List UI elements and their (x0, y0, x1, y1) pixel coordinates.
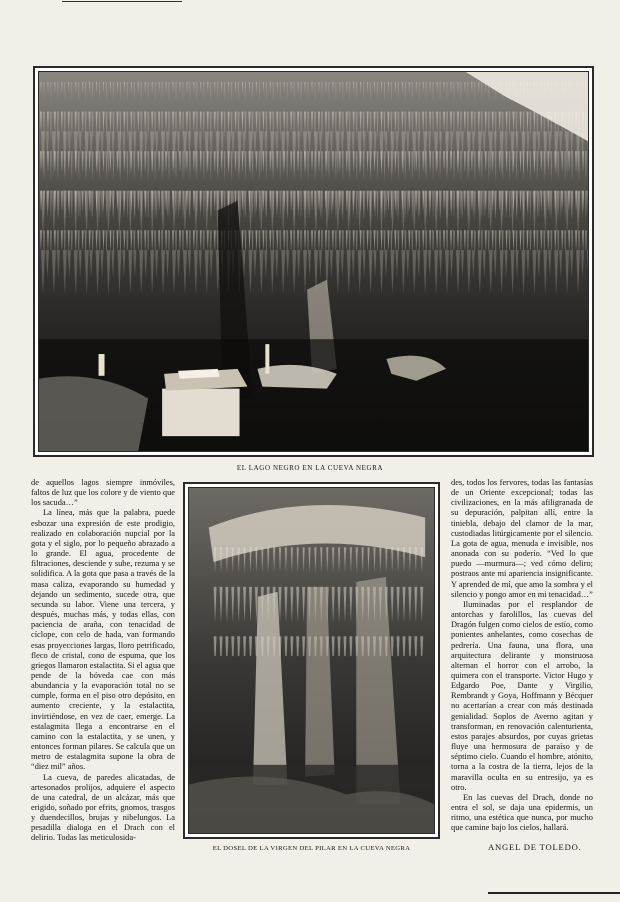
article-paragraph: La cueva, de paredes alicatadas, de artesonados prolijos, adquiere el aspecto de una catedral, de un alcázar, más que erigido, soñado por efrits, gnomos, trasgos y duendecillos, brujas y nibelungos. La pesadilla dialoga en el Drach con el delirio. Todas las meticulosida- (31, 772, 175, 843)
article-column-left (31, 478, 175, 844)
figure-lago-negro (33, 66, 594, 457)
article-paragraph: Iluminadas por el resplandor de antorchas y farolillos, las cuevas del Dragón fulgen como cielos de estío, como ponientes anhelantes, como cosechas de pedrería. Una fauna, una flora, una arquitectura delirante y monstruosa alternan el horror con el arrobo, la quimera con el transporte. Victor Hugo y Edgardo Poe, Dante y Virgilio, Rembrandt y Goya, Hoffmann y Bécquer no acertarían a crear con más destinada genialidad. Soplos de Averno agitan y transforman, en renovación calenturienta, estos parajes absurdos, por cuyas grietas fluye una hermosura de paraíso y de séptimo cielo. Cuando el hombre, atónito, torna a la costra de la tierra, lejos de la maravilla oculta en su entresijo, ya es otro. (451, 599, 593, 792)
article-paragraph: En las cuevas del Drach, donde no entra el sol, se daja una epidermis, un ritmo, una estética que nunca, por mucho que camine bajo los cielos, hallará. (451, 792, 593, 833)
author-name: ANGEL DE TOLEDO. (488, 842, 582, 852)
figure-dosel-virgen-image (188, 487, 435, 834)
article-column-right (451, 478, 593, 833)
article-signature (488, 842, 582, 852)
figure-lago-negro-caption: EL LAGO NEGRO EN LA CUEVA NEGRA (236, 464, 384, 472)
article-paragraph: des, todos los fervores, todas las fantasías de un Oriente excepcional; todas las civilizaciones, en la más afiligranada de su depuración, palpitan allí, entre la tiniebla, debajo del clamor de la mar, custodiadas litúrgicamente por el silencio. La gota de agua, menuda e invisible, nos anonada con su poderío. “Ved lo que puedo —murmura—; ved cómo deliro; postraos ante mi apariencia insignificante. Y aprended de mí, que amo la sombra y el silencio y pongo amor en mi tenacidad…” (451, 478, 593, 599)
figure-lago-negro-image (38, 71, 589, 452)
cave-canopy-photo (189, 488, 434, 833)
bottom-rule (488, 892, 620, 894)
article-paragraph: La línea, más que la palabra, puede esbozar una expresión de este prodigio, realizado en colaboración nupcial por la gota y el siglo, por lo pequeño abrazado a lo grande. El agua, procedente de filtraciones, desciende y sube, rezuma y se solidifica. A la gota que pasa a través de la masa caliza, evaporando su humedad y dejando un sedimento, sucede otra, que secunda su labor. Viene una tercera, y después, muchas más, y todas ellas, con paciencia de araña, con tenacidad de cíclope, con celo de hada, van formando esas proyecciones largas, lloro petrificado, fleco de cristal, cono de espuma, que los griegos llamaron estalactita. Si el agua que pende de la bóveda cae con más abundancia y la evaporación total no se cumple, forma en el piso otro depósito, en aumento creciente, y la estalactita, invirtiéndose, en vez de caer, emerge. La estalagmita llega a encontrarse en el camino con la estalactita, y se unen, y entonces forman pilares. Se calcula que un metro de estalagmita supone la obra de “diez mil” años. (31, 508, 175, 772)
figure-dosel-virgen-caption: EL DOSEL DE LA VIRGEN DEL PILAR EN LA CUEVA NEGRA (212, 845, 411, 852)
cave-lake-photo (39, 72, 588, 451)
article-paragraph: de aquellos lagos siempre inmóviles, faltos de luz que los colore y de viento que los sacuda…” (31, 478, 175, 508)
top-rule (62, 1, 182, 2)
figure-dosel-virgen (183, 482, 440, 839)
